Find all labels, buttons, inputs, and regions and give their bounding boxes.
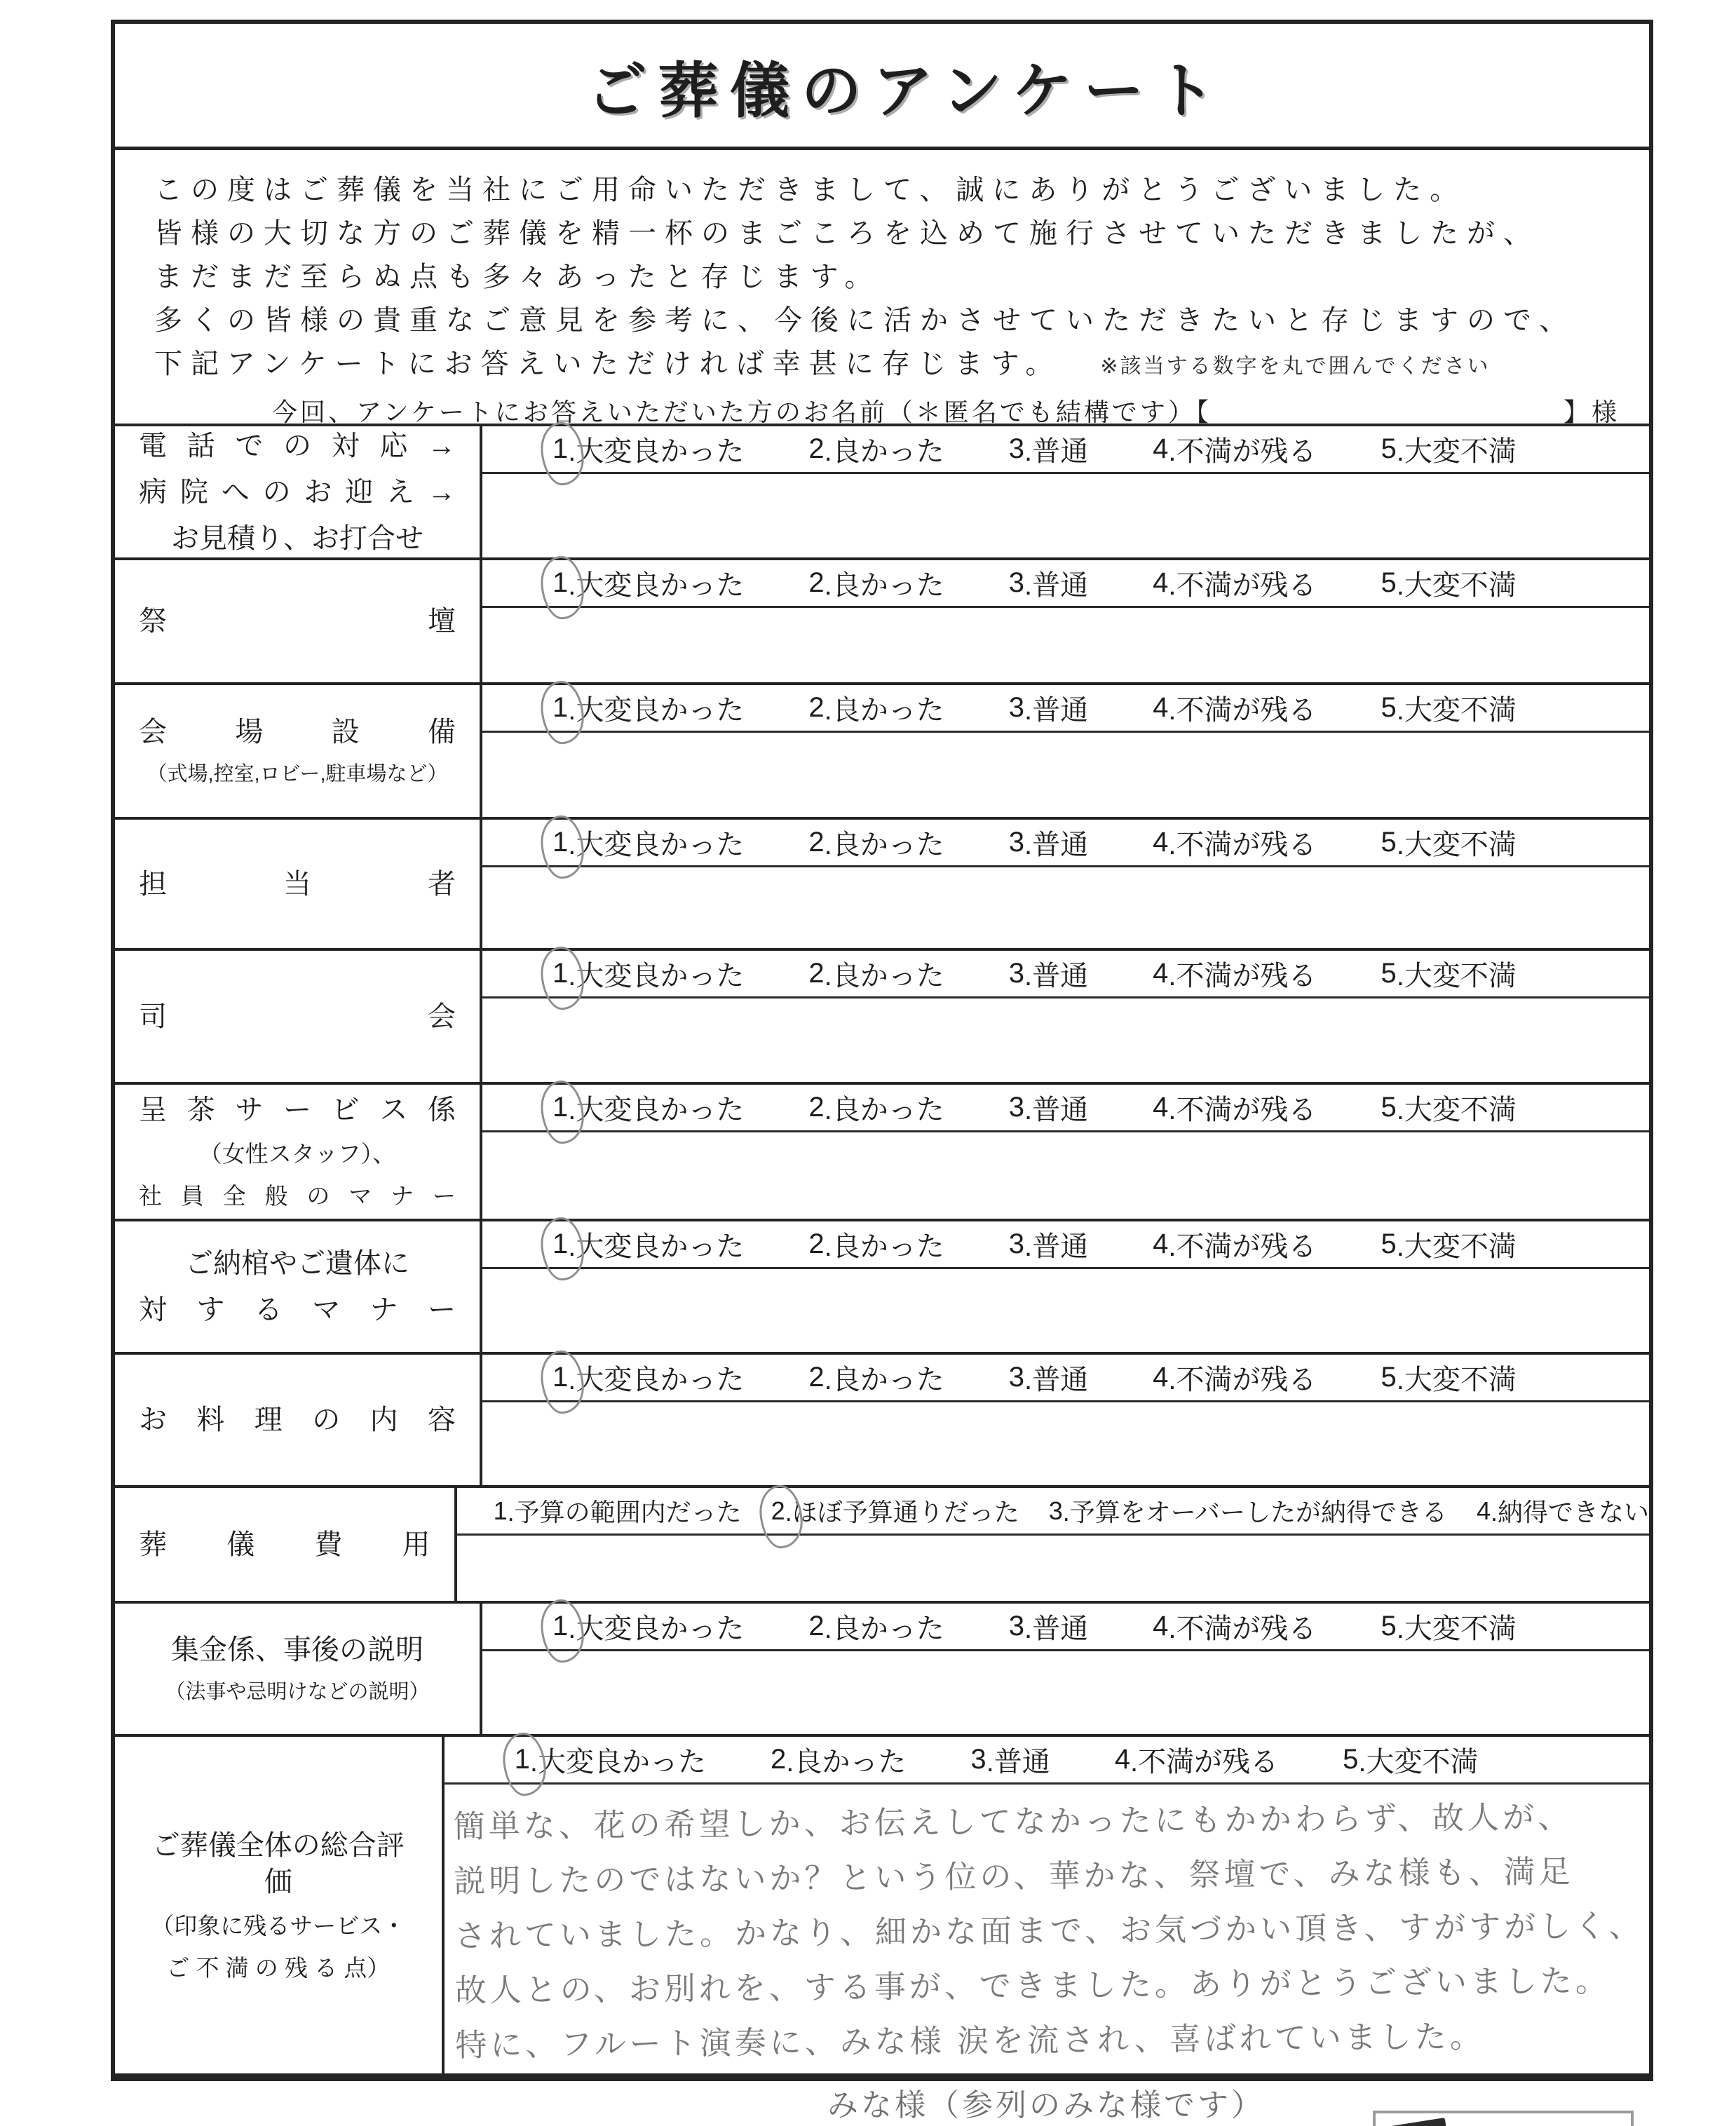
rating-options: 1 .大変良かった 2 .良かった 3 .普通 4 .不満が残る 5 .大変不満 xyxy=(482,1355,1649,1402)
option-label: .良かった xyxy=(824,1613,944,1644)
row-label-line: （法事や忌明けなどの説明） xyxy=(165,1681,430,1703)
option-label: .普通 xyxy=(1024,830,1089,860)
handwritten-line: 説明したのではないか？という位の、華かな、祭壇で、みな様も、満足 xyxy=(453,1853,1574,1900)
rating-options: 1 .大変良かった 2 .良かった 3 .普通 4 .不満が残る 5 .大変不満 xyxy=(482,426,1649,474)
rating-options: 1 .大変良かった 2 .良かった 3 .普通 4 .不満が残る 5 .大変不満 xyxy=(445,1737,1649,1785)
circled-answer: 1 xyxy=(552,827,569,858)
option-label: .普通 xyxy=(1024,1231,1089,1262)
row-label-line: 葬 儀 費 用 xyxy=(139,1529,430,1560)
rating-options: 1 .大変良かった 2 .良かった 3 .普通 4 .不満が残る 5 .大変不満 xyxy=(482,1221,1649,1269)
handwritten-line: 故人との、お別れを、する事が、できました。ありがとうございました。 xyxy=(454,1962,1610,2009)
handwritten-comments xyxy=(443,1780,1650,2080)
option-label: .大変良かった xyxy=(568,1095,745,1125)
option-label: .不満が残る xyxy=(1168,436,1317,467)
row-label-line: 電 話 で の 対 応 → xyxy=(139,430,456,461)
row-label xyxy=(115,560,482,682)
row-label xyxy=(115,426,482,557)
option-label: .大変不満 xyxy=(1396,570,1517,601)
row-label-line: 担 当 者 xyxy=(139,868,456,900)
rating-options: 1 .大変良かった 2 .良かった 3 .普通 4 .不満が残る 5 .大変不満 xyxy=(482,951,1649,998)
row-label xyxy=(115,951,482,1082)
option-label: .良かった xyxy=(824,961,944,991)
handwritten-line: 特に、フルート演奏に、みな様 涙を流され、喜ばれていました。 xyxy=(454,2018,1485,2064)
option-label: .不満が残る xyxy=(1168,1365,1317,1395)
row-label-line: 病院へのお迎え→ xyxy=(139,476,456,508)
comment-area xyxy=(482,1132,1649,1219)
comment-area xyxy=(482,608,1649,682)
option-label: .普通 xyxy=(1024,695,1089,726)
option-label: .大変不満 xyxy=(1396,1095,1517,1125)
option-label: .大変良かった xyxy=(568,570,745,601)
option-label: .不満が残る xyxy=(1168,570,1317,601)
circled-answer: 1 xyxy=(552,692,569,723)
option-label: .良かった xyxy=(824,570,944,601)
option-label: .大変良かった xyxy=(568,1613,745,1644)
intro-line: この度はご葬儀を当社にご用命いただきまして、誠にありがとうございました。 xyxy=(154,175,1467,205)
row-label xyxy=(115,1737,445,2074)
row-label xyxy=(115,1604,482,1734)
circled-answer: 1 xyxy=(552,1611,569,1641)
option-label: .大変良かった xyxy=(568,830,745,860)
option-label: .大変不満 xyxy=(1396,695,1517,726)
intro-line-text: 下記アンケートにお答えいただければ幸甚に存じます。 xyxy=(154,348,1062,379)
name-prompt: 今回、アンケートにお答えいただいた方のお名前（＊匿名でも結構です）【 xyxy=(272,398,1212,426)
option-label: .大変良かった xyxy=(568,436,745,467)
row-casket-manner xyxy=(115,1219,1649,1352)
option-label: .大変良かった xyxy=(568,1231,745,1262)
option-label: .大変良かった xyxy=(529,1747,706,1778)
row-label xyxy=(115,1221,482,1352)
row-label xyxy=(115,685,482,817)
row-telephone-response xyxy=(115,426,1649,557)
option-label: .不満が残る xyxy=(1168,830,1317,860)
option-label: .ほぼ予算通りだった xyxy=(785,1498,1019,1526)
row-label-line: 呈 茶 サ ー ビ ス 係 xyxy=(139,1094,456,1125)
title-band xyxy=(115,24,1649,150)
option-label: .納得できない xyxy=(1490,1498,1649,1526)
intro-section xyxy=(115,150,1649,424)
row-label-line: お 料 理 の 内 容 xyxy=(139,1404,456,1435)
circled-answer: 1 xyxy=(552,1362,569,1393)
row-label-line: お見積り、お打合せ xyxy=(171,522,423,554)
option-label: .普通 xyxy=(1024,961,1089,991)
row-mc xyxy=(115,948,1649,1082)
rating-options: 1 .大変良かった 2 .良かった 3 .普通 4 .不満が残る 5 .大変不満 xyxy=(482,560,1649,608)
row-label xyxy=(115,1085,482,1219)
row-label xyxy=(115,820,482,948)
option-label: .大変不満 xyxy=(1358,1747,1479,1778)
option-label: .普通 xyxy=(1024,1613,1089,1644)
option-label: .普通 xyxy=(1024,570,1089,601)
circle-instruction-note: ※該当する数字を丸で囲んでください xyxy=(1100,355,1491,378)
intro-line: まだまだ至らぬ点も多々あったと存じます。 xyxy=(154,262,881,292)
option-label: .良かった xyxy=(824,695,944,726)
circled-answer: 1 xyxy=(552,567,569,598)
handwritten-line: 簡単な、花の希望しか、お伝えしてなかったにもかかわらず、故人が、 xyxy=(453,1799,1573,1845)
comment-area xyxy=(482,474,1649,557)
option-label: .普通 xyxy=(1024,1365,1089,1395)
option-label: .良かった xyxy=(824,1365,944,1395)
intro-line xyxy=(154,342,1628,388)
option-label: .不満が残る xyxy=(1168,1613,1317,1644)
row-label xyxy=(115,1488,457,1601)
option-label: .良かった xyxy=(824,436,944,467)
option-label: .大変不満 xyxy=(1396,961,1517,991)
stamp-box xyxy=(1373,2111,1634,2126)
row-tea-service xyxy=(115,1082,1649,1219)
circled-answer: 1 xyxy=(552,958,569,989)
row-label-line: 社 員 全 般 の マ ナ ー xyxy=(139,1182,456,1209)
rating-options: 1 .大変良かった 2 .良かった 3 .普通 4 .不満が残る 5 .大変不満 xyxy=(482,1085,1649,1132)
row-label-line: 対 す る マ ナ ー xyxy=(139,1294,456,1325)
comment-area xyxy=(482,1269,1649,1352)
row-food xyxy=(115,1352,1649,1485)
option-label: .良かった xyxy=(786,1747,907,1778)
row-billing-explanation xyxy=(115,1601,1649,1734)
form-title: ご葬儀のアンケート xyxy=(586,57,1227,125)
option-label: .予算の範囲内だった xyxy=(507,1498,742,1526)
option-label: .不満が残る xyxy=(1168,695,1317,726)
comment-area xyxy=(457,1536,1649,1601)
option-label: .普通 xyxy=(1024,1095,1089,1125)
comment-area xyxy=(482,733,1649,817)
circled-answer: 1 xyxy=(552,1092,569,1123)
option-label: .大変不満 xyxy=(1396,1365,1517,1395)
row-person-in-charge xyxy=(115,817,1649,948)
option-label: .大変不満 xyxy=(1396,436,1517,467)
circled-answer: 1 xyxy=(552,1228,569,1259)
option-label: .普通 xyxy=(986,1747,1050,1778)
handwritten-mark xyxy=(1390,2118,1446,2126)
comment-area xyxy=(482,867,1649,948)
handwritten-line: されていました。かなり、細かな面まで、お気づかい頂き、すがすがしく、 xyxy=(454,1907,1644,1954)
circled-answer: 1 xyxy=(552,433,569,464)
row-label-line: ご葬儀全体の総合評価 xyxy=(151,1829,405,1897)
comment-area xyxy=(482,1402,1649,1485)
intro-line: 多くの皆様の貴重なご意見を参考に、今後に活かさせていただきたいと存じますので、 xyxy=(154,305,1576,336)
row-overall-evaluation xyxy=(115,1734,1649,2074)
row-label-line: ご納棺やご遺体に xyxy=(185,1248,409,1279)
row-label-line: （印象に残るサービス・ xyxy=(151,1912,406,1939)
option-label: .大変良かった xyxy=(568,961,745,991)
option-label: .大変良かった xyxy=(568,1365,745,1395)
option-label: .大変不満 xyxy=(1396,1231,1517,1262)
form-border-box xyxy=(111,20,1653,2081)
comment-area xyxy=(482,998,1649,1082)
row-label-line: 集金係、事後の説明 xyxy=(171,1634,423,1665)
intro-line: 皆様の大切な方のご葬儀を精一杯のまごころを込めて施行させていただきましたが、 xyxy=(154,218,1540,249)
row-label-line: 祭 壇 xyxy=(139,606,456,637)
row-label-line: 会 場 設 備 xyxy=(139,717,456,747)
option-label: .良かった xyxy=(824,1095,944,1125)
name-suffix: 】様 xyxy=(1563,398,1620,426)
row-label-line: 司 会 xyxy=(139,1001,456,1032)
option-label: .不満が残る xyxy=(1130,1747,1279,1778)
questionnaire-table xyxy=(115,424,1649,2074)
row-label-line: （女性スタッフ）、 xyxy=(198,1140,396,1167)
row-label xyxy=(115,1355,482,1485)
rating-options: 1 .大変良かった 2 .良かった 3 .普通 4 .不満が残る 5 .大変不満 xyxy=(482,685,1649,733)
row-altar xyxy=(115,557,1649,682)
budget-options: 1 .予算の範囲内だった 2 .ほぼ予算通りだった 3 .予算をオーバーしたが納得できる 4 .納得できない xyxy=(457,1488,1649,1536)
row-funeral-cost xyxy=(115,1485,1649,1601)
option-label: .不満が残る xyxy=(1168,961,1317,991)
handwritten-footnote: みな様（参列のみな様です） xyxy=(827,2088,1265,2122)
option-label: .普通 xyxy=(1024,436,1089,467)
row-label-line: （式場,控室,ロビー,駐車場など） xyxy=(147,763,448,785)
option-label: .不満が残る xyxy=(1168,1231,1317,1262)
row-venue-facilities xyxy=(115,682,1649,817)
option-label: .大変良かった xyxy=(568,695,745,726)
comment-area xyxy=(482,1651,1649,1734)
row-label-line: ご 不 満 の 残 る 点） xyxy=(166,1954,391,1981)
circled-answer: 1 xyxy=(514,1744,530,1775)
rating-options: 1 .大変良かった 2 .良かった 3 .普通 4 .不満が残る 5 .大変不満 xyxy=(482,1604,1649,1651)
option-label: .大変不満 xyxy=(1396,1613,1517,1644)
option-label: .予算をオーバーしたが納得できる xyxy=(1062,1498,1447,1526)
rating-options: 1 .大変良かった 2 .良かった 3 .普通 4 .不満が残る 5 .大変不満 xyxy=(482,820,1649,867)
option-label: .不満が残る xyxy=(1168,1095,1317,1125)
option-label: .良かった xyxy=(824,1231,944,1262)
circled-answer: 2 xyxy=(771,1496,785,1525)
option-label: .大変不満 xyxy=(1396,830,1517,860)
option-label: .良かった xyxy=(824,830,944,860)
